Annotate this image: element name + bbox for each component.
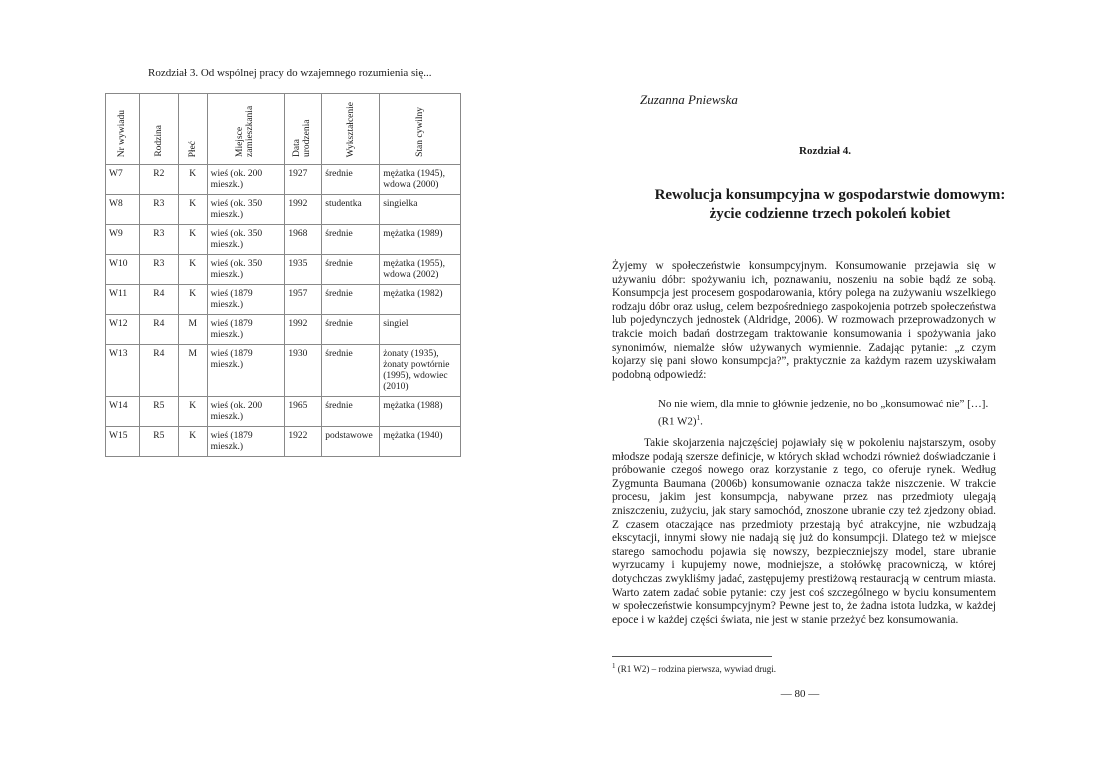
- header-stan: Stan cywilny: [380, 94, 461, 165]
- cell-wyksztalcenie: średnie: [322, 345, 380, 397]
- cell-plec: K: [178, 195, 207, 225]
- table-row: [106, 315, 461, 345]
- interview-table: [105, 93, 461, 457]
- cell-plec: M: [178, 345, 207, 397]
- cell-nr: W11: [106, 285, 140, 315]
- chapter-title: [610, 186, 1050, 224]
- paragraph-2: Takie skojarzenia najczęściej pojawiały się w pokoleniu najstarszym, osoby młodsze podają szersze definicje, w których skład wchodzi również doświadczanie i próbowanie czegoś nowego oraz korzystanie z tego, co oferuje rynek. Według Zygmunta Baumana (2006b) konsumowanie oznacza także niszczenie. W trakcie procesu, jakim jest konsumpcja, nabywane przez nas przedmioty ulegają zniszczeniu, zużyciu, jak stary samochód, znoszone ubranie czy też zjedzony obiad. Z czasem otaczające nas przedmioty przestają być atrakcyjne, nie wzbudzają ekscytacji, innymi słowy nie nadają się już do konsumpcji. Dlatego też w miejsce starego samochodu pojawia się nowszy, bezpieczniejszy model, stare ubranie wyrzucamy i kupujemy nowe, modniejsze, a stołówkę pracowniczą, w której dotychczas zwykliśmy jadać, zastępujemy prestiżową restauracją w centrum miasta. Warto zatem zadać sobie pytanie: czy jest coś szczególnego w byciu konsumentem w społeczeństwie konsumpcyjnym? Pewne jest to, że żadna istota ludzka, w każdej epoce i w każdej części świata, nie jest w stanie przeżyć bez konsumowania.: [612, 437, 996, 626]
- quote-line-2: (R1 W2)$^1$.: [658, 413, 703, 428]
- header-rodzina: Rodzina: [139, 94, 178, 165]
- cell-wyksztalcenie: średnie: [322, 225, 380, 255]
- author-name: Zuzanna Pniewska: [640, 92, 738, 107]
- cell-rodzina: R5: [139, 397, 178, 427]
- table-row: [106, 285, 461, 315]
- table-row: [106, 397, 461, 427]
- cell-data: 1922: [285, 427, 322, 457]
- header-plec: Płeć: [178, 94, 207, 165]
- cell-wyksztalcenie: średnie: [322, 397, 380, 427]
- cell-data: 1968: [285, 225, 322, 255]
- cell-miejsce: wieś (ok. 200 mieszk.): [207, 397, 285, 427]
- header-data: Data urodzenia: [285, 94, 322, 165]
- table-body: [106, 165, 461, 457]
- cell-stan: mężatka (1945), wdowa (2000): [380, 165, 461, 195]
- block-quote: [658, 398, 994, 429]
- table-row: [106, 225, 461, 255]
- header-wyksztalcenie: Wykształcenie: [322, 94, 380, 165]
- table-row: [106, 165, 461, 195]
- cell-plec: K: [178, 255, 207, 285]
- cell-nr: W12: [106, 315, 140, 345]
- cell-rodzina: R4: [139, 285, 178, 315]
- cell-stan: żonaty (1935), żonaty powtórnie (1995), wdowiec (2010): [380, 345, 461, 397]
- page-number: — 80 —: [780, 688, 820, 700]
- cell-wyksztalcenie: średnie: [322, 255, 380, 285]
- running-head: Rozdział 3. Od wspólnej pracy do wzajemnego rozumienia się...: [148, 67, 432, 79]
- cell-plec: K: [178, 397, 207, 427]
- paragraph-1: Żyjemy w społeczeństwie konsumpcyjnym. Konsumowanie przejawia się w używaniu dóbr: spożywaniu ich, poznawaniu, noszeniu na sobie bądź ze sobą. Konsumpcja jest procesem gospodarowania, który polega na zużywaniu wszelkiego rodzaju dóbr oraz usług, celem bezpośredniego zaspokojenia potrzeb społeczeństwa lub pojedynczych jednostek (Aldridge, 2006). W rozmowach przeprowadzonych w trakcie moich badań dostrzegam traktowanie konsumowania i spożywania jako synonimów, niemalże słów używanych wymiennie. Zadając pytanie: „z czym kojarzy się pani słowo konsumpcja?”, praktycznie za każdym razem uzyskiwałam podobną odpowiedź:: [612, 260, 996, 381]
- cell-data: 1935: [285, 255, 322, 285]
- cell-miejsce: wieś (1879 mieszk.): [207, 427, 285, 457]
- footnote-ref[interactable]: 1: [696, 413, 701, 422]
- cell-data: 1992: [285, 315, 322, 345]
- cell-wyksztalcenie: średnie: [322, 315, 380, 345]
- title-line-2: życie codzienne trzech pokoleń kobiet: [709, 206, 951, 222]
- cell-nr: W7: [106, 165, 140, 195]
- cell-plec: M: [178, 315, 207, 345]
- chapter-number: Rozdział 4.: [799, 145, 851, 157]
- right-page: [550, 0, 1100, 766]
- footnote: [612, 662, 776, 674]
- cell-wyksztalcenie: średnie: [322, 165, 380, 195]
- cell-stan: mężatka (1982): [380, 285, 461, 315]
- cell-nr: W14: [106, 397, 140, 427]
- cell-data: 1992: [285, 195, 322, 225]
- cell-nr: W9: [106, 225, 140, 255]
- header-miejsce: Miejsce zamieszkania: [207, 94, 285, 165]
- cell-nr: W15: [106, 427, 140, 457]
- cell-wyksztalcenie: średnie: [322, 285, 380, 315]
- cell-data: 1930: [285, 345, 322, 397]
- cell-data: 1965: [285, 397, 322, 427]
- cell-stan: mężatka (1940): [380, 427, 461, 457]
- table-header-row: [106, 94, 461, 165]
- cell-miejsce: wieś (1879 mieszk.): [207, 285, 285, 315]
- footnote-divider: [612, 656, 772, 657]
- cell-rodzina: R3: [139, 255, 178, 285]
- cell-miejsce: wieś (ok. 200 mieszk.): [207, 165, 285, 195]
- cell-miejsce: wieś (ok. 350 mieszk.): [207, 255, 285, 285]
- table-row: [106, 195, 461, 225]
- cell-stan: singielka: [380, 195, 461, 225]
- cell-stan: singiel: [380, 315, 461, 345]
- cell-miejsce: wieś (1879 mieszk.): [207, 315, 285, 345]
- table-row: [106, 345, 461, 397]
- table-row: [106, 427, 461, 457]
- title-line-1: Rewolucja konsumpcyjna w gospodarstwie domowym:: [654, 187, 1006, 203]
- cell-stan: mężatka (1988): [380, 397, 461, 427]
- cell-nr: W10: [106, 255, 140, 285]
- cell-rodzina: R3: [139, 195, 178, 225]
- cell-rodzina: R2: [139, 165, 178, 195]
- cell-stan: mężatka (1989): [380, 225, 461, 255]
- footnote-mark: 1: [612, 662, 616, 670]
- cell-plec: K: [178, 285, 207, 315]
- footnote-text: (R1 W2) – rodzina pierwsza, wywiad drugi.: [617, 664, 777, 674]
- table-row: [106, 255, 461, 285]
- cell-rodzina: R3: [139, 225, 178, 255]
- cell-stan: mężatka (1955), wdowa (2002): [380, 255, 461, 285]
- cell-rodzina: R5: [139, 427, 178, 457]
- cell-plec: K: [178, 165, 207, 195]
- cell-miejsce: wieś (1879 mieszk.): [207, 345, 285, 397]
- cell-miejsce: wieś (ok. 350 mieszk.): [207, 195, 285, 225]
- header-nr: Nr wywiadu: [106, 94, 140, 165]
- cell-nr: W8: [106, 195, 140, 225]
- cell-plec: K: [178, 427, 207, 457]
- cell-nr: W13: [106, 345, 140, 397]
- quote-line-1: No nie wiem, dla mnie to głównie jedzenie, no bo „konsumować nie” […].: [658, 398, 989, 410]
- cell-wyksztalcenie: studentka: [322, 195, 380, 225]
- cell-plec: K: [178, 225, 207, 255]
- cell-rodzina: R4: [139, 345, 178, 397]
- cell-wyksztalcenie: podstawowe: [322, 427, 380, 457]
- cell-data: 1957: [285, 285, 322, 315]
- cell-data: 1927: [285, 165, 322, 195]
- cell-miejsce: wieś (ok. 350 mieszk.): [207, 225, 285, 255]
- cell-rodzina: R4: [139, 315, 178, 345]
